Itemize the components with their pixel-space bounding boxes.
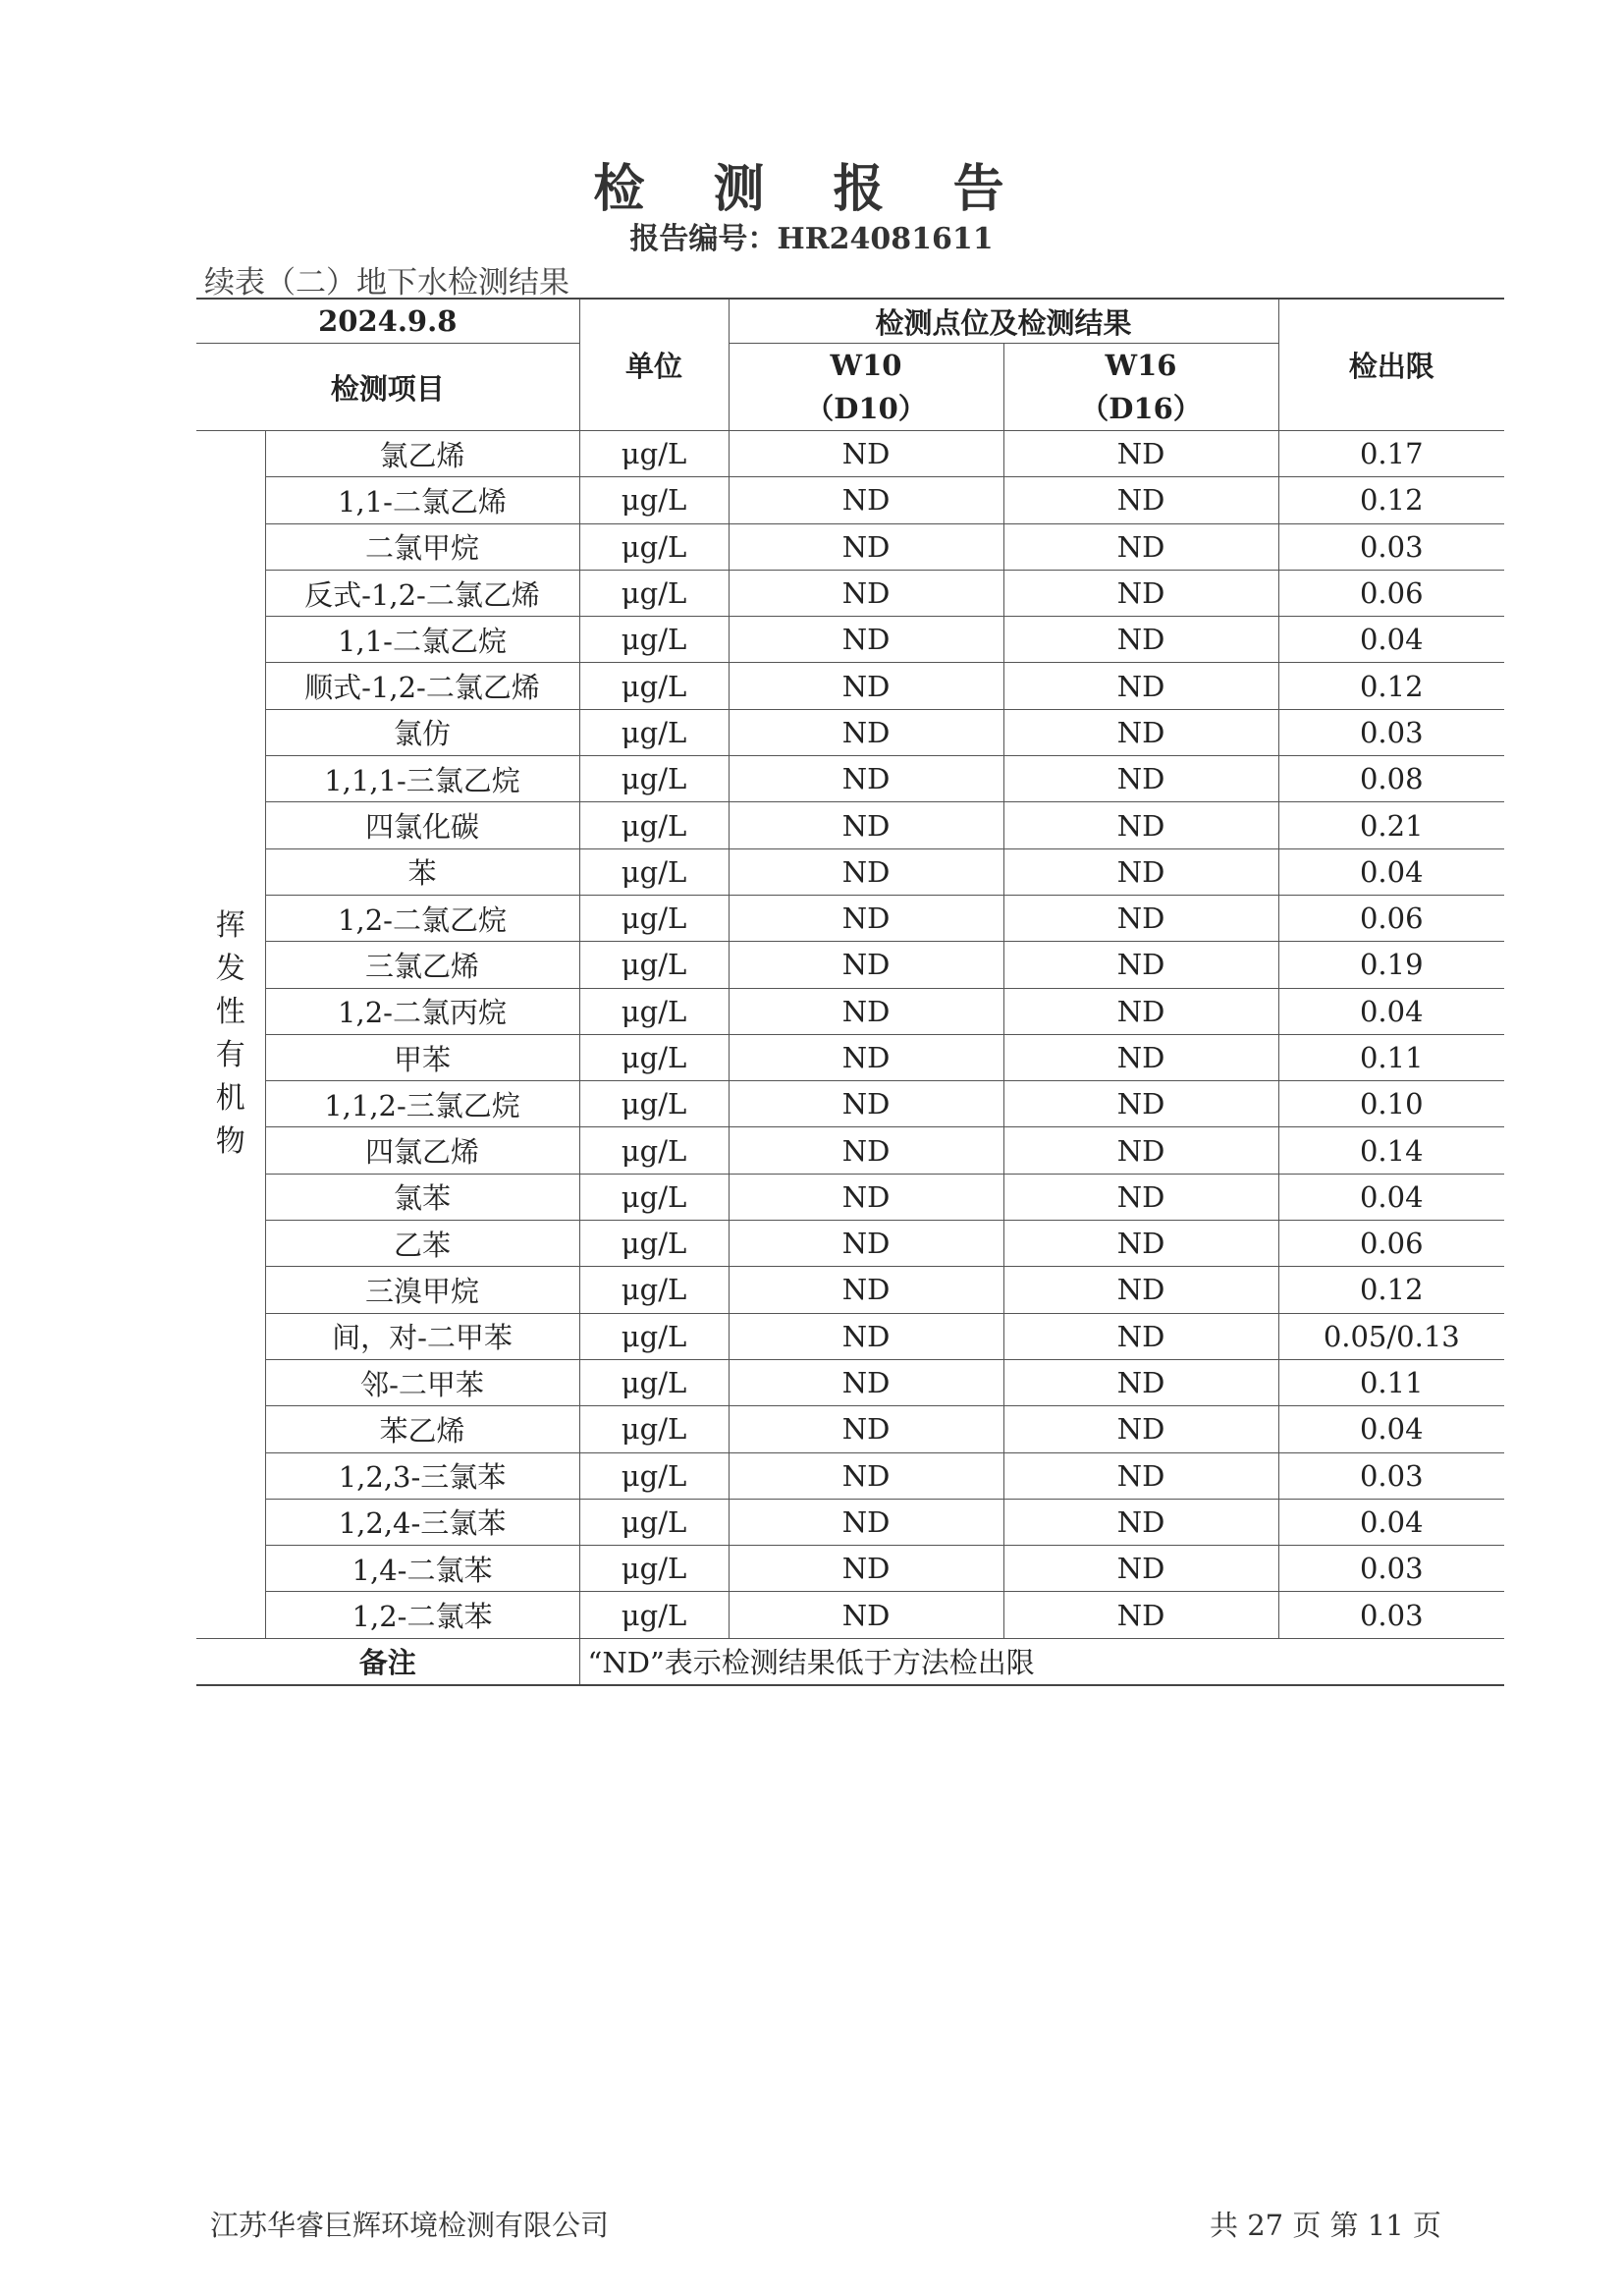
item-cell: 三氯乙烯 <box>265 942 579 988</box>
limit-cell: 0.04 <box>1278 988 1504 1034</box>
unit-cell: μg/L <box>579 1546 729 1592</box>
item-cell: 顺式-1,2-二氯乙烯 <box>265 663 579 709</box>
table-row <box>196 1034 1504 1080</box>
unit-cell: μg/L <box>579 663 729 709</box>
w10-result-cell: ND <box>729 1546 1003 1592</box>
limit-cell: 0.11 <box>1278 1359 1504 1405</box>
w10-result-cell: ND <box>729 1221 1003 1267</box>
w10-result-cell: ND <box>729 1267 1003 1313</box>
limit-cell: 0.04 <box>1278 848 1504 895</box>
table-row <box>196 1452 1504 1499</box>
item-cell: 乙苯 <box>265 1221 579 1267</box>
w16-result-cell: ND <box>1003 1546 1278 1592</box>
limit-header: 检出限 <box>1278 299 1504 431</box>
item-cell: 1,2,4-三氯苯 <box>265 1499 579 1545</box>
limit-cell: 0.12 <box>1278 663 1504 709</box>
item-cell: 1,2-二氯丙烷 <box>265 988 579 1034</box>
unit-cell: μg/L <box>579 477 729 523</box>
point-sub: （D10） <box>805 392 927 425</box>
unit-cell: μg/L <box>579 523 729 570</box>
w10-result-cell: ND <box>729 1592 1003 1638</box>
w16-result-cell: ND <box>1003 756 1278 802</box>
unit-cell: μg/L <box>579 1499 729 1545</box>
point-name: W10 <box>830 349 902 382</box>
w16-result-cell: ND <box>1003 1127 1278 1174</box>
limit-cell: 0.03 <box>1278 1592 1504 1638</box>
table-row <box>196 709 1504 755</box>
group-label-text: 挥发性有机物 <box>215 908 245 1160</box>
table-row <box>196 523 1504 570</box>
item-cell: 1,1,1-三氯乙烷 <box>265 756 579 802</box>
unit-header: 单位 <box>579 299 729 431</box>
w16-result-cell: ND <box>1003 942 1278 988</box>
item-cell: 四氯乙烯 <box>265 1127 579 1174</box>
remark-row <box>196 1638 1504 1685</box>
w16-result-cell: ND <box>1003 1359 1278 1405</box>
point-header-w10 <box>729 344 1003 431</box>
w16-result-cell: ND <box>1003 523 1278 570</box>
limit-cell: 0.03 <box>1278 1546 1504 1592</box>
w10-result-cell: ND <box>729 1406 1003 1452</box>
unit-cell: μg/L <box>579 942 729 988</box>
unit-cell: μg/L <box>579 1359 729 1405</box>
table-row <box>196 1546 1504 1592</box>
table-row <box>196 617 1504 663</box>
unit-cell: μg/L <box>579 895 729 941</box>
w10-result-cell: ND <box>729 1081 1003 1127</box>
table-row <box>196 1267 1504 1313</box>
w16-result-cell: ND <box>1003 709 1278 755</box>
point-header-w16 <box>1003 344 1278 431</box>
w10-result-cell: ND <box>729 1127 1003 1174</box>
limit-cell: 0.10 <box>1278 1081 1504 1127</box>
limit-cell: 0.08 <box>1278 756 1504 802</box>
table-row <box>196 1174 1504 1220</box>
table-row <box>196 1406 1504 1452</box>
w16-result-cell: ND <box>1003 477 1278 523</box>
limit-cell: 0.03 <box>1278 1452 1504 1499</box>
limit-cell: 0.04 <box>1278 1406 1504 1452</box>
item-cell: 1,1,2-三氯乙烷 <box>265 1081 579 1127</box>
unit-cell: μg/L <box>579 709 729 755</box>
table-row <box>196 431 1504 477</box>
group-label <box>196 431 265 1639</box>
limit-cell: 0.12 <box>1278 1267 1504 1313</box>
w10-result-cell: ND <box>729 570 1003 616</box>
w10-result-cell: ND <box>729 802 1003 848</box>
item-cell: 1,1-二氯乙烷 <box>265 617 579 663</box>
item-cell: 氯仿 <box>265 709 579 755</box>
limit-cell: 0.14 <box>1278 1127 1504 1174</box>
remark-label: 备注 <box>196 1638 579 1685</box>
w10-result-cell: ND <box>729 663 1003 709</box>
w16-result-cell: ND <box>1003 1081 1278 1127</box>
w16-result-cell: ND <box>1003 988 1278 1034</box>
table-row <box>196 1359 1504 1405</box>
w16-result-cell: ND <box>1003 895 1278 941</box>
unit-cell: μg/L <box>579 848 729 895</box>
w16-result-cell: ND <box>1003 1452 1278 1499</box>
item-cell: 氯乙烯 <box>265 431 579 477</box>
unit-cell: μg/L <box>579 1267 729 1313</box>
unit-cell: μg/L <box>579 1174 729 1220</box>
w10-result-cell: ND <box>729 942 1003 988</box>
unit-cell: μg/L <box>579 1221 729 1267</box>
item-cell: 苯乙烯 <box>265 1406 579 1452</box>
unit-cell: μg/L <box>579 617 729 663</box>
table-row <box>196 756 1504 802</box>
w10-result-cell: ND <box>729 1452 1003 1499</box>
table-row <box>196 1221 1504 1267</box>
item-cell: 四氯化碳 <box>265 802 579 848</box>
w16-result-cell: ND <box>1003 1034 1278 1080</box>
item-header: 检测项目 <box>196 344 579 431</box>
item-cell: 1,2-二氯苯 <box>265 1592 579 1638</box>
table-row <box>196 570 1504 616</box>
w16-result-cell: ND <box>1003 431 1278 477</box>
w10-result-cell: ND <box>729 523 1003 570</box>
item-cell: 1,2-二氯乙烷 <box>265 895 579 941</box>
limit-cell: 0.11 <box>1278 1034 1504 1080</box>
table-subtitle: 续表（二）地下水检测结果 <box>204 265 569 301</box>
w16-result-cell: ND <box>1003 570 1278 616</box>
table-row <box>196 663 1504 709</box>
item-cell: 1,4-二氯苯 <box>265 1546 579 1592</box>
limit-cell: 0.04 <box>1278 1499 1504 1545</box>
limit-cell: 0.05/0.13 <box>1278 1313 1504 1359</box>
limit-cell: 0.12 <box>1278 477 1504 523</box>
w10-result-cell: ND <box>729 1499 1003 1545</box>
limit-cell: 0.06 <box>1278 1221 1504 1267</box>
w10-result-cell: ND <box>729 1313 1003 1359</box>
table-row <box>196 802 1504 848</box>
item-cell: 三溴甲烷 <box>265 1267 579 1313</box>
table-row <box>196 848 1504 895</box>
item-cell: 间，对-二甲苯 <box>265 1313 579 1359</box>
footer-company: 江苏华睿巨辉环境检测有限公司 <box>210 2209 610 2242</box>
w16-result-cell: ND <box>1003 663 1278 709</box>
item-cell: 二氯甲烷 <box>265 523 579 570</box>
w16-result-cell: ND <box>1003 848 1278 895</box>
w16-result-cell: ND <box>1003 1499 1278 1545</box>
item-cell: 甲苯 <box>265 1034 579 1080</box>
item-cell: 1,2,3-三氯苯 <box>265 1452 579 1499</box>
unit-cell: μg/L <box>579 1313 729 1359</box>
limit-cell: 0.06 <box>1278 895 1504 941</box>
w16-result-cell: ND <box>1003 1592 1278 1638</box>
item-cell: 氯苯 <box>265 1174 579 1220</box>
w10-result-cell: ND <box>729 431 1003 477</box>
w16-result-cell: ND <box>1003 617 1278 663</box>
item-cell: 苯 <box>265 848 579 895</box>
unit-cell: μg/L <box>579 1452 729 1499</box>
remark-text: “ND”表示检测结果低于方法检出限 <box>579 1638 1504 1685</box>
table-row <box>196 942 1504 988</box>
limit-cell: 0.03 <box>1278 523 1504 570</box>
w16-result-cell: ND <box>1003 802 1278 848</box>
unit-cell: μg/L <box>579 756 729 802</box>
footer-page-number: 共 27 页 第 11 页 <box>1210 2209 1441 2242</box>
w10-result-cell: ND <box>729 617 1003 663</box>
item-cell: 邻-二甲苯 <box>265 1359 579 1405</box>
table-row <box>196 1127 1504 1174</box>
unit-cell: μg/L <box>579 1127 729 1174</box>
unit-cell: μg/L <box>579 570 729 616</box>
limit-cell: 0.17 <box>1278 431 1504 477</box>
unit-cell: μg/L <box>579 1081 729 1127</box>
w10-result-cell: ND <box>729 895 1003 941</box>
report-title: 检 测 报 告 <box>593 159 1030 219</box>
limit-cell: 0.04 <box>1278 617 1504 663</box>
point-name: W16 <box>1105 349 1177 382</box>
w10-result-cell: ND <box>729 848 1003 895</box>
table-row <box>196 895 1504 941</box>
w16-result-cell: ND <box>1003 1406 1278 1452</box>
w10-result-cell: ND <box>729 1034 1003 1080</box>
w10-result-cell: ND <box>729 709 1003 755</box>
w10-result-cell: ND <box>729 756 1003 802</box>
w16-result-cell: ND <box>1003 1313 1278 1359</box>
table-row <box>196 1313 1504 1359</box>
table-row <box>196 477 1504 523</box>
w10-result-cell: ND <box>729 988 1003 1034</box>
table-row <box>196 988 1504 1034</box>
limit-cell: 0.06 <box>1278 570 1504 616</box>
item-cell: 1,1-二氯乙烯 <box>265 477 579 523</box>
limit-cell: 0.21 <box>1278 802 1504 848</box>
report-number: 报告编号：HR24081611 <box>629 222 994 256</box>
results-table <box>196 298 1504 1686</box>
table-row <box>196 1592 1504 1638</box>
w10-result-cell: ND <box>729 477 1003 523</box>
w16-result-cell: ND <box>1003 1174 1278 1220</box>
table-row <box>196 1499 1504 1545</box>
w16-result-cell: ND <box>1003 1221 1278 1267</box>
w16-result-cell: ND <box>1003 1267 1278 1313</box>
date-cell: 2024.9.8 <box>196 299 579 344</box>
unit-cell: μg/L <box>579 1406 729 1452</box>
unit-cell: μg/L <box>579 1034 729 1080</box>
limit-cell: 0.19 <box>1278 942 1504 988</box>
unit-cell: μg/L <box>579 802 729 848</box>
table-row <box>196 1081 1504 1127</box>
limit-cell: 0.04 <box>1278 1174 1504 1220</box>
points-header: 检测点位及检测结果 <box>729 299 1278 344</box>
point-sub: （D16） <box>1080 392 1202 425</box>
limit-cell: 0.03 <box>1278 709 1504 755</box>
unit-cell: μg/L <box>579 431 729 477</box>
item-cell: 反式-1,2-二氯乙烯 <box>265 570 579 616</box>
unit-cell: μg/L <box>579 1592 729 1638</box>
w10-result-cell: ND <box>729 1174 1003 1220</box>
unit-cell: μg/L <box>579 988 729 1034</box>
w10-result-cell: ND <box>729 1359 1003 1405</box>
